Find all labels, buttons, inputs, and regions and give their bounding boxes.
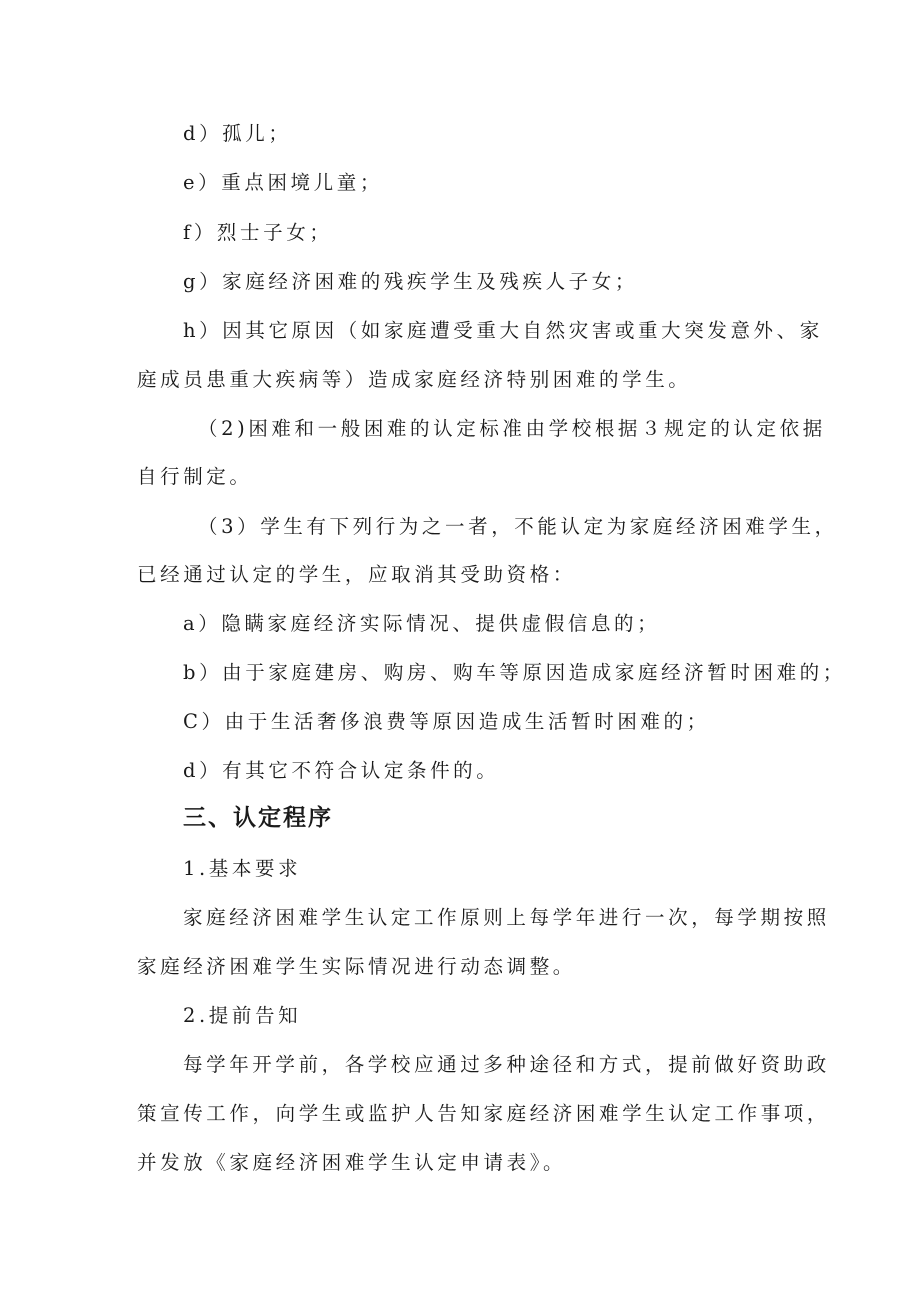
subsection-2-body-line3: 并发放《家庭经济困难学生认定申请表》。	[137, 1151, 567, 1174]
subsection-2-title: 2.提前告知	[183, 1004, 302, 1027]
item-f-martyrs: f）烈士子女；	[183, 221, 333, 244]
subsection-2-body-line1: 每学年开学前，各学校应通过多种途径和方式，提前做好资助政	[183, 1053, 830, 1076]
subsection-1-body-line2: 家庭经济困难学生实际情况进行动态调整。	[137, 955, 576, 978]
clause-2-line2: 自行制定。	[137, 465, 253, 488]
clause-2-line1: （2)困难和一般困难的认定标准由学校根据３规定的认定依据	[198, 417, 826, 440]
subsection-1-body-line1: 家庭经济困难学生认定工作原则上每学年进行一次，每学期按照	[183, 906, 830, 929]
exclusion-a: a）隐瞒家庭经济实际情况、提供虚假信息的；	[183, 612, 661, 635]
section-title: 三、认定程序	[183, 805, 333, 831]
item-h-line1: h）因其它原因（如家庭遭受重大自然灾害或重大突发意外、家	[183, 319, 823, 342]
clause-3-line2: 已经通过认定的学生，应取消其受助资格：	[137, 563, 576, 586]
exclusion-b: b）由于家庭建房、购房、购车等原因造成家庭经济暂时困难的；	[183, 661, 846, 684]
clause-3-line1: （3）学生有下列行为之一者，不能认定为家庭经济困难学生，	[198, 515, 838, 538]
exclusion-d: d）有其它不符合认定条件的。	[183, 759, 500, 782]
item-g-disabled: g）家庭经济困难的残疾学生及残疾人子女；	[183, 270, 638, 293]
exclusion-c: C）由于生活奢侈浪费等原因造成生活暂时困难的；	[183, 710, 710, 733]
item-e-children: e）重点困境儿童；	[183, 171, 383, 194]
item-d-orphan: d）孤儿；	[183, 122, 292, 145]
item-h-line2: 庭成员患重大疾病等）造成家庭经济特别困难的学生。	[137, 368, 692, 391]
subsection-1-title: 1.基本要求	[183, 857, 302, 880]
subsection-2-body-line2: 策宣传工作，向学生或监护人告知家庭经济困难学生认定工作事项，	[137, 1102, 831, 1125]
